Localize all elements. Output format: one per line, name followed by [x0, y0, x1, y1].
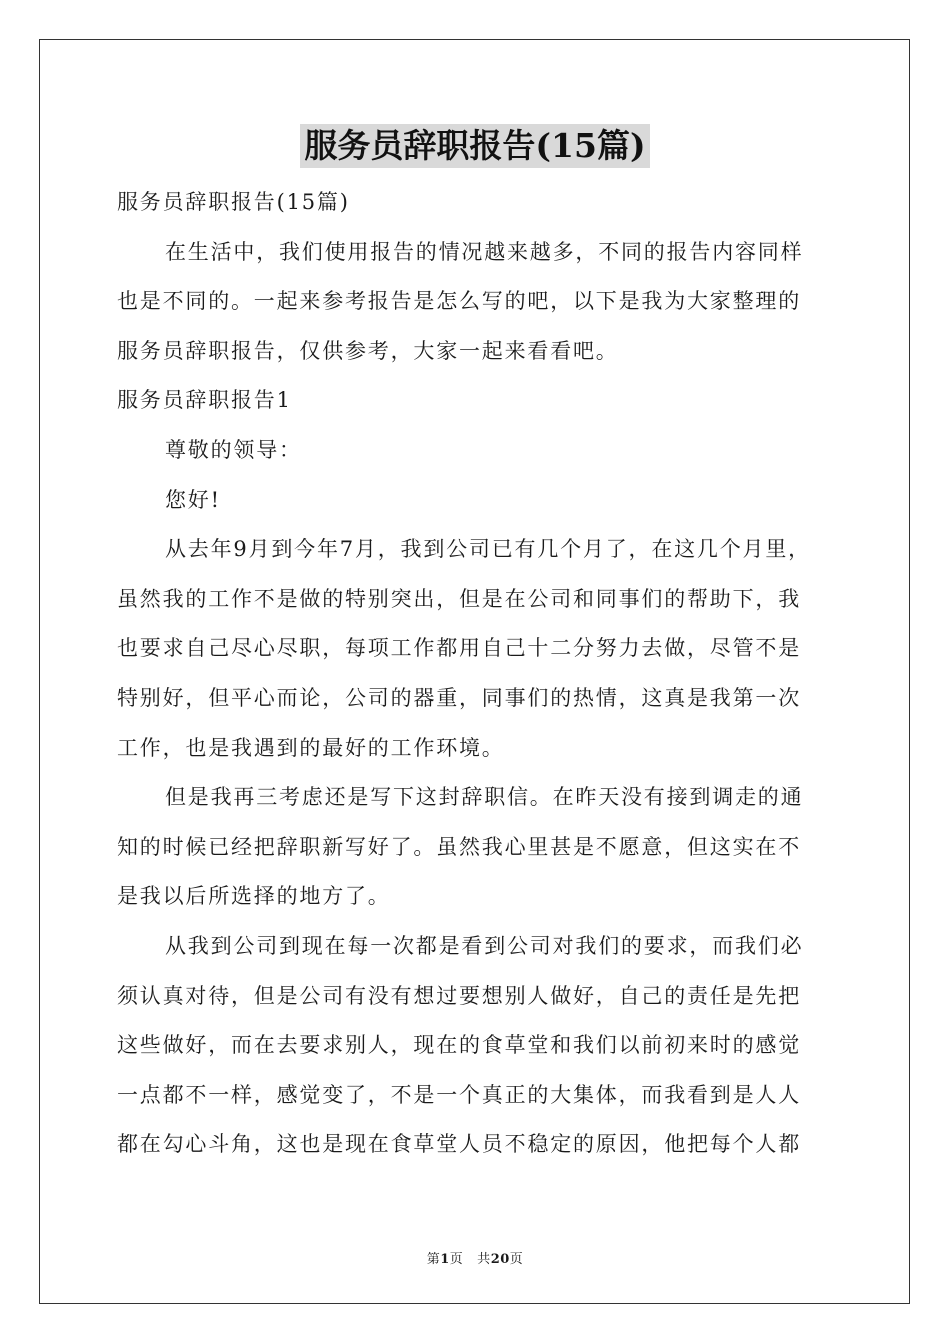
- body-line: 是我以后所选择的地方了。: [117, 884, 391, 909]
- body-line: 须认真对待，但是公司有没有想过要想别人做好，自己的责任是先把: [117, 983, 801, 1008]
- section-heading: 服务员辞职报告1: [117, 388, 292, 413]
- page-prefix: 第: [426, 1252, 441, 1267]
- body-line: 虽然我的工作不是做的特别突出，但是在公司和同事们的帮助下，我: [117, 586, 801, 611]
- body-line: 都在勾心斗角，这也是现在食草堂人员不稳定的原因，他把每个人都: [117, 1132, 801, 1157]
- body-line: 在生活中，我们使用报告的情况越来越多，不同的报告内容同样: [165, 239, 804, 264]
- body-line: 也是不同的。一起来参考报告是怎么写的吧，以下是我为大家整理的: [117, 289, 801, 314]
- body-line: 服务员辞职报告(15篇): [117, 190, 350, 214]
- greeting: 您好!: [165, 487, 221, 512]
- body-line: 知的时候已经把辞职新写好了。虽然我心里甚是不愿意，但这实在不: [117, 834, 801, 859]
- salutation: 尊敬的领导：: [165, 437, 302, 462]
- page-number: 1: [440, 1252, 450, 1267]
- document-body: [117, 178, 837, 1170]
- title-container: [0, 124, 950, 168]
- body-line: 特别好，但平心而论，公司的器重，同事们的热情，这真是我第一次: [117, 685, 801, 710]
- body-line: 这些做好，而在去要求别人，现在的食草堂和我们以前初来时的感觉: [117, 1033, 801, 1058]
- body-line: 从我到公司到现在每一次都是看到公司对我们的要求，而我们必: [165, 933, 804, 958]
- body-line: 工作，也是我遇到的最好的工作环境。: [117, 735, 505, 760]
- total-pages: 20: [490, 1252, 510, 1267]
- body-line: 一点都不一样，感觉变了，不是一个真正的大集体，而我看到是人人: [117, 1082, 801, 1107]
- body-line: 从去年9月到今年7月，我到公司已有几个月了，在这几个月里，: [165, 537, 811, 562]
- body-line: 也要求自己尽心尽职，每项工作都用自己十二分努力去做，尽管不是: [117, 636, 801, 661]
- total-prefix: 共: [477, 1252, 491, 1267]
- page-footer: [0, 1248, 950, 1267]
- body-line: 但是我再三考虑还是写下这封辞职信。在昨天没有接到调走的通: [165, 785, 804, 810]
- body-line: 服务员辞职报告，仅供参考，大家一起来看看吧。: [117, 338, 619, 363]
- document-title: 服务员辞职报告(15篇): [300, 124, 649, 168]
- total-suffix: 页: [509, 1252, 524, 1267]
- page-suffix: 页: [449, 1252, 464, 1267]
